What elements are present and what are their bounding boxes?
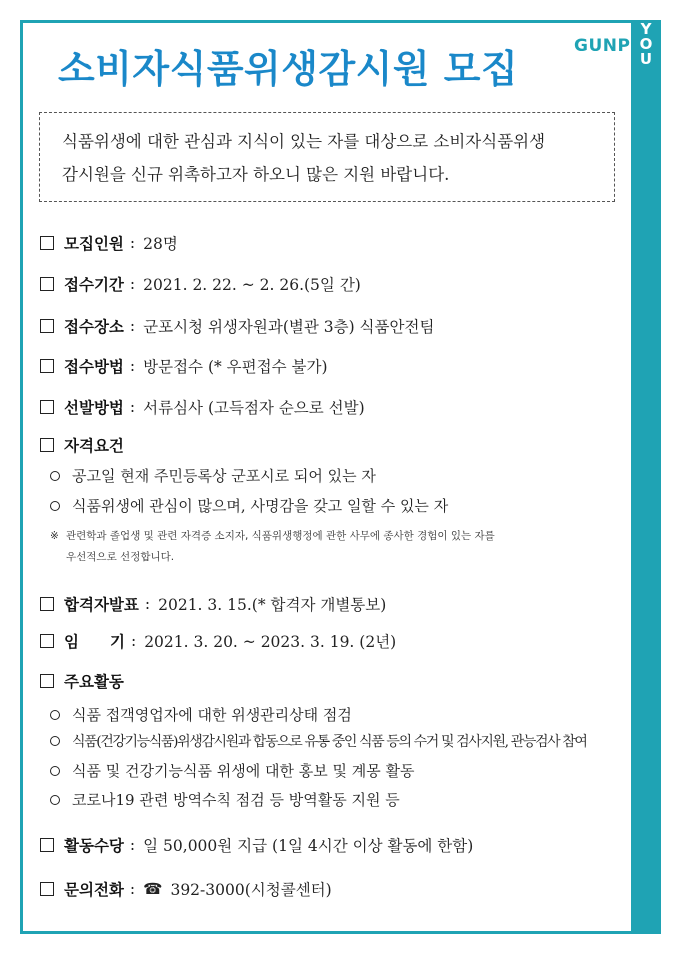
activity-text: 식품 접객영업자에 대한 위생관리상태 점검	[72, 706, 352, 724]
qualification-row	[40, 434, 124, 456]
activity-item	[50, 760, 414, 781]
announce-value: 2021. 3. 15.(* 합격자 개별통보)	[158, 596, 387, 614]
bullet-circle-icon	[50, 766, 60, 776]
activity-text: 식품(건강기능식품)위생감시원과 합동으로 유통 중인 식품 등의 수거 및 검사지원, 관능검사 참여	[72, 734, 587, 750]
bullet-circle-icon	[50, 471, 60, 481]
colon: :	[144, 595, 151, 613]
checkbox-icon	[40, 882, 54, 896]
qualification-note	[50, 526, 628, 568]
colon: :	[129, 317, 136, 335]
period-label: 접수기간	[64, 276, 124, 294]
period-value: 2021. 2. 22. ~ 2. 26.(5일 간)	[143, 276, 361, 294]
activities-row	[40, 670, 124, 692]
activity-text: 코로나19 관련 방역수칙 점검 등 방역활동 지원 등	[72, 791, 400, 809]
checkbox-icon	[40, 359, 54, 373]
term-value: 2021. 3. 20. ~ 2023. 3. 19. (2년)	[144, 633, 397, 651]
colon: :	[130, 632, 137, 650]
gunpo-logo-you	[637, 22, 655, 67]
colon: :	[129, 398, 136, 416]
activities-label: 주요활동	[64, 673, 124, 691]
qualification-text: 공고일 현재 주민등록상 군포시로 되어 있는 자	[72, 467, 376, 485]
activity-text: 식품 및 건강기능식품 위생에 대한 홍보 및 계몽 활동	[72, 762, 415, 780]
method-label: 접수방법	[64, 358, 124, 376]
allowance-value: 일 50,000원 지급 (1일 4시간 이상 활동에 한함)	[143, 837, 474, 855]
method-row	[40, 355, 328, 377]
intro-box	[39, 112, 615, 202]
colon: :	[129, 836, 136, 854]
bullet-circle-icon	[50, 710, 60, 720]
selection-value: 서류심사 (고득점자 순으로 선발)	[143, 399, 365, 417]
selection-row	[40, 396, 365, 418]
qualification-item	[50, 495, 448, 516]
intro-line: 감시원을 신규 위촉하고자 하오니 많은 지원 바랍니다.	[62, 165, 450, 184]
announce-label: 합격자발표	[64, 596, 139, 614]
checkbox-icon	[40, 438, 54, 452]
checkbox-icon	[40, 634, 54, 648]
term-label: 임 기	[64, 633, 125, 651]
selection-label: 선발방법	[64, 399, 124, 417]
period-row	[40, 273, 361, 295]
checkbox-icon	[40, 674, 54, 688]
recruit-row	[40, 232, 178, 254]
checkbox-icon	[40, 319, 54, 333]
allowance-row	[40, 834, 473, 856]
qualification-item	[50, 465, 376, 486]
term-row	[40, 630, 396, 652]
checkbox-icon	[40, 838, 54, 852]
activity-item	[50, 704, 352, 725]
bullet-circle-icon	[50, 501, 60, 511]
note-text: 관련학과 졸업생 및 관련 자격증 소지자, 식품위생행정에 관한 사무에 종사한 경험이 있는 자를	[66, 530, 495, 542]
place-value: 군포시청 위생자원과(별관 3층) 식품안전팀	[143, 318, 435, 336]
note-text: 우선적으로 선정합니다.	[66, 551, 175, 563]
allowance-label: 활동수당	[64, 837, 124, 855]
checkbox-icon	[40, 597, 54, 611]
colon: :	[129, 234, 136, 252]
phone-icon: ☎	[143, 880, 163, 898]
logo-letter: Y	[640, 20, 652, 38]
checkbox-icon	[40, 400, 54, 414]
qualification-text: 식품위생에 관심이 많으며, 사명감을 갖고 일할 수 있는 자	[72, 497, 449, 515]
place-row	[40, 315, 434, 337]
activity-item	[50, 731, 587, 751]
colon: :	[129, 880, 136, 898]
activity-item	[50, 789, 400, 810]
checkbox-icon	[40, 277, 54, 291]
checkbox-icon	[40, 236, 54, 250]
place-label: 접수장소	[64, 318, 124, 336]
note-mark: ※	[50, 530, 59, 542]
qualification-label: 자격요건	[64, 437, 124, 455]
method-value: 방문접수 (* 우편접수 불가)	[143, 358, 328, 376]
announce-row	[40, 593, 386, 615]
recruit-label: 모집인원	[64, 235, 124, 253]
intro-line: 식품위생에 대한 관심과 지식이 있는 자를 대상으로 소비자식품위생	[62, 132, 546, 151]
gunpo-logo: GUNP	[574, 36, 631, 56]
contact-row	[40, 878, 332, 900]
bullet-circle-icon	[50, 795, 60, 805]
logo-letter: U	[639, 50, 653, 68]
bullet-circle-icon	[50, 736, 60, 746]
note-line	[50, 526, 628, 547]
logo-letter: O	[639, 35, 653, 53]
colon: :	[129, 275, 136, 293]
colon: :	[129, 357, 136, 375]
recruit-value: 28명	[143, 235, 178, 253]
side-accent-bar	[631, 20, 661, 934]
contact-label: 문의전화	[64, 881, 124, 899]
page-title: 소비자식품위생감시원 모집	[58, 47, 519, 91]
contact-value: 392-3000(시청콜센터)	[170, 881, 332, 899]
